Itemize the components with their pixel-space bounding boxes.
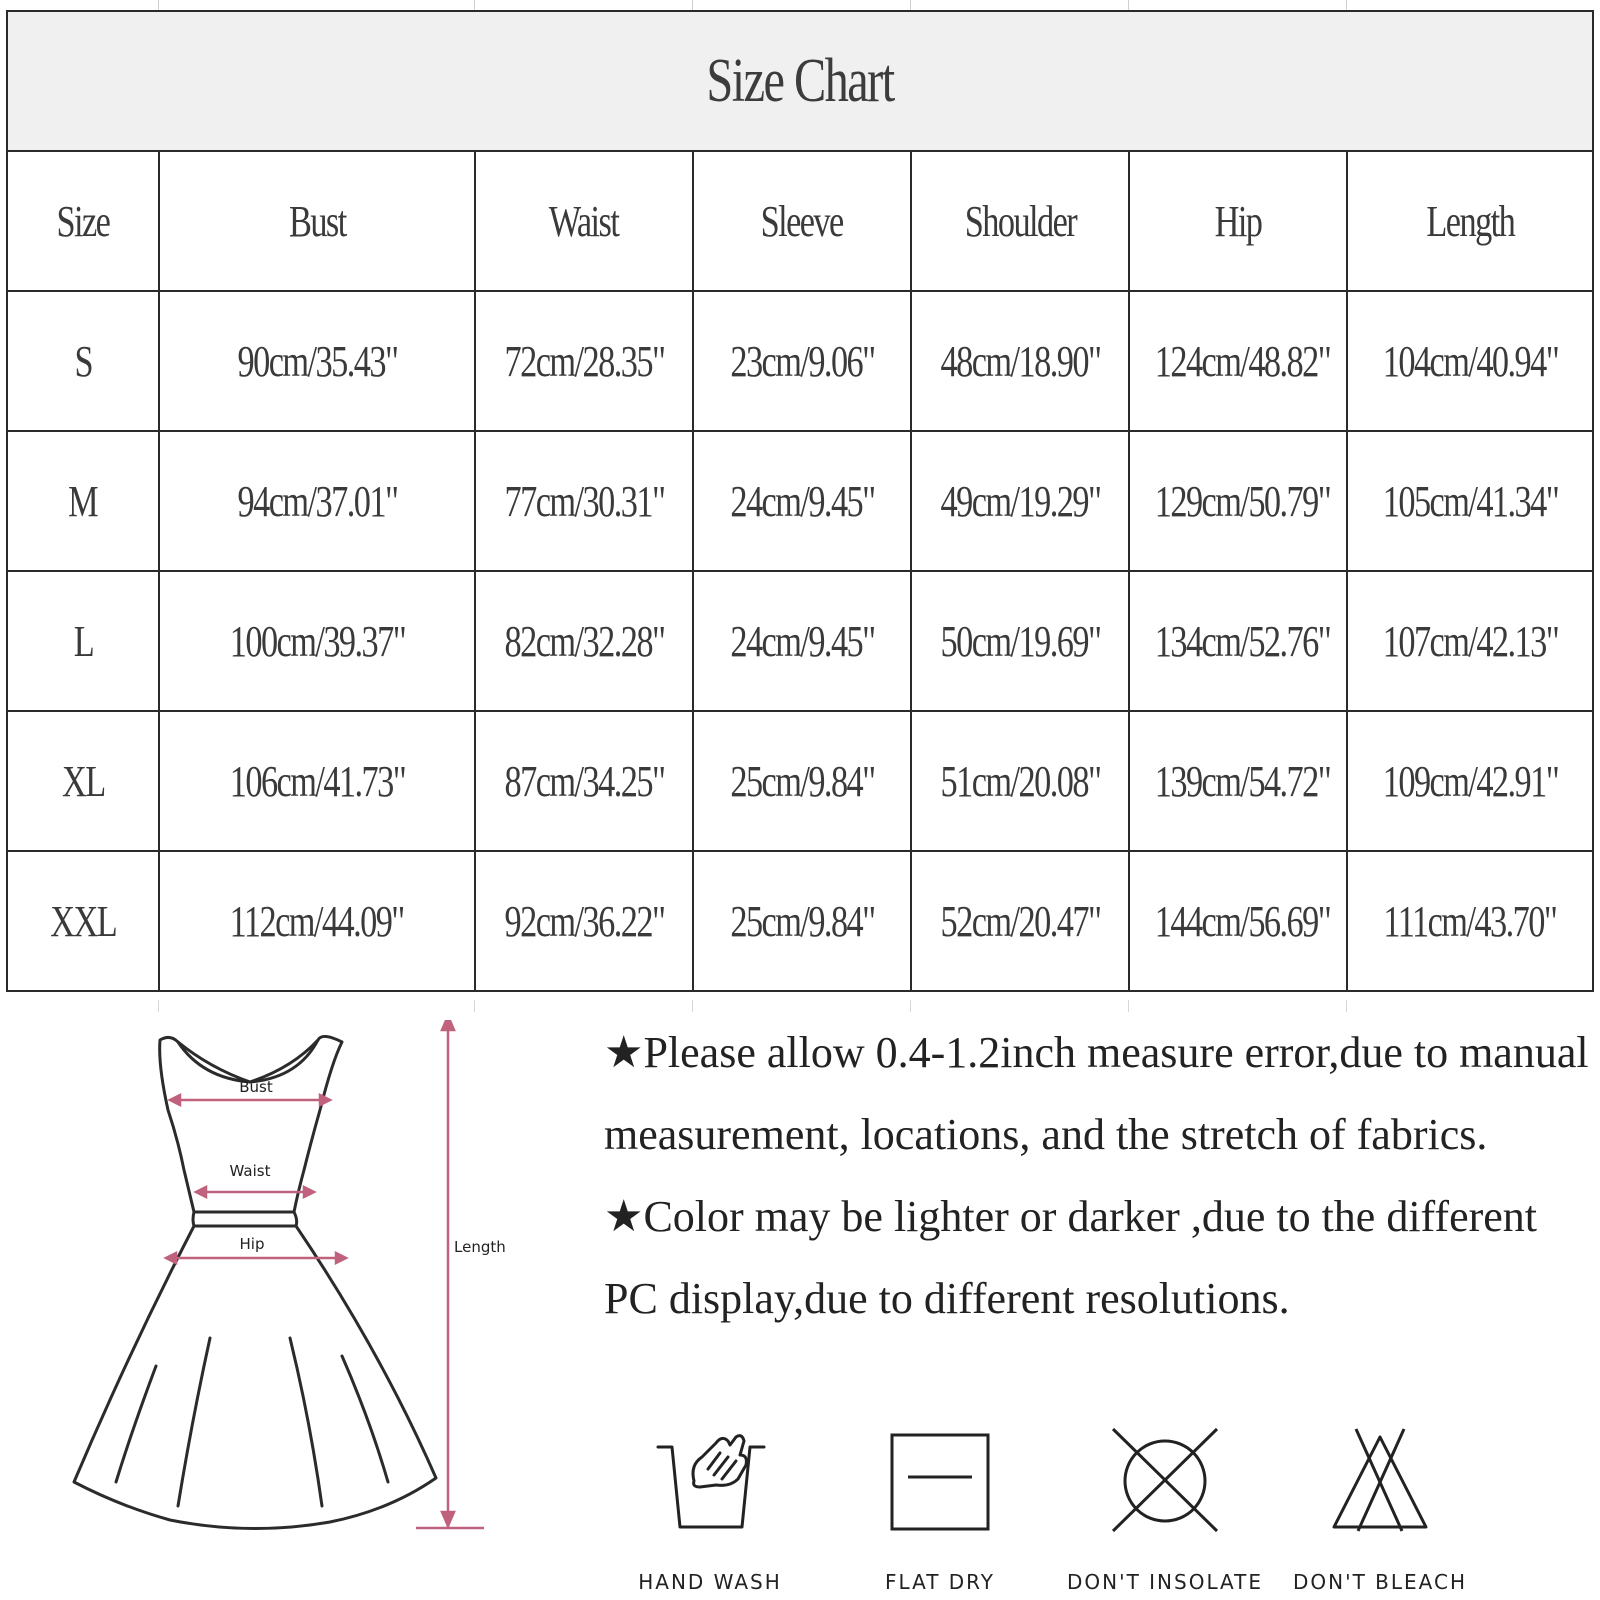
measurement-cell: 48cm/18.90" bbox=[911, 291, 1129, 431]
skirt-fold-midright bbox=[290, 1338, 322, 1506]
measurement-cell: 94cm/37.01" bbox=[159, 431, 475, 571]
header-cell: Sleeve bbox=[693, 151, 911, 291]
measurement-cell: 105cm/41.34" bbox=[1347, 431, 1593, 571]
measurement-cell: 23cm/9.06" bbox=[693, 291, 911, 431]
measurement-cell: 139cm/54.72" bbox=[1129, 711, 1347, 851]
size-row bbox=[7, 851, 1593, 991]
hip-label: Hip bbox=[239, 1235, 265, 1253]
waist-label: Waist bbox=[229, 1162, 271, 1180]
notes-block bbox=[604, 1012, 1594, 1340]
measurement-cell: 50cm/19.69" bbox=[911, 571, 1129, 711]
title-row bbox=[7, 11, 1593, 151]
header-row bbox=[7, 151, 1593, 291]
care-dont-bleach bbox=[1290, 1425, 1470, 1595]
size-label-cell: S bbox=[7, 291, 159, 431]
measurement-cell: 124cm/48.82" bbox=[1129, 291, 1347, 431]
measurement-cell: 111cm/43.70" bbox=[1347, 851, 1593, 991]
measurement-cell: 49cm/19.29" bbox=[911, 431, 1129, 571]
care-dont-insolate bbox=[1066, 1425, 1264, 1595]
measurement-cell: 112cm/44.09" bbox=[159, 851, 475, 991]
top-tick-marks bbox=[6, 0, 1592, 10]
size-row bbox=[7, 711, 1593, 851]
size-row bbox=[7, 571, 1593, 711]
dress-bodice-outline bbox=[160, 1036, 342, 1212]
measurement-cell: 82cm/32.28" bbox=[475, 571, 693, 711]
size-chart-table bbox=[6, 10, 1594, 992]
measurement-cell: 51cm/20.08" bbox=[911, 711, 1129, 851]
measurement-cell: 106cm/41.73" bbox=[159, 711, 475, 851]
flat-dry-icon bbox=[880, 1425, 1000, 1535]
header-cell: Bust bbox=[159, 151, 475, 291]
bust-label: Bust bbox=[239, 1078, 273, 1096]
header-cell: Shoulder bbox=[911, 151, 1129, 291]
dress-skirt-outline bbox=[74, 1226, 436, 1529]
dont-insolate-icon bbox=[1105, 1425, 1225, 1535]
measurement-cell: 109cm/42.91" bbox=[1347, 711, 1593, 851]
skirt-fold-midleft bbox=[178, 1338, 210, 1506]
size-row bbox=[7, 291, 1593, 431]
care-label-hand-wash: HAND WASH bbox=[638, 1570, 782, 1594]
measurement-cell: 24cm/9.45" bbox=[693, 431, 911, 571]
dont-bleach-icon bbox=[1320, 1425, 1440, 1535]
measurement-cell: 129cm/50.79" bbox=[1129, 431, 1347, 571]
measurement-cell: 72cm/28.35" bbox=[475, 291, 693, 431]
measurement-cell: 144cm/56.69" bbox=[1129, 851, 1347, 991]
measurement-cell: 77cm/30.31" bbox=[475, 431, 693, 571]
care-label-dont-insolate: DON'T INSOLATE bbox=[1066, 1570, 1264, 1594]
hand-wash-icon bbox=[650, 1425, 770, 1535]
measurement-cell: 104cm/40.94" bbox=[1347, 291, 1593, 431]
mid-tick-marks bbox=[6, 1000, 1592, 1012]
measurement-cell: 24cm/9.45" bbox=[693, 571, 911, 711]
skirt-fold-right bbox=[342, 1356, 388, 1482]
skirt-fold-left bbox=[116, 1366, 156, 1482]
measurement-cell: 90cm/35.43" bbox=[159, 291, 475, 431]
size-label-cell: XL bbox=[7, 711, 159, 851]
measurement-cell: 92cm/36.22" bbox=[475, 851, 693, 991]
size-chart-title: Size Chart bbox=[7, 11, 1593, 151]
measurement-cell: 52cm/20.47" bbox=[911, 851, 1129, 991]
measurement-cell: 25cm/9.84" bbox=[693, 711, 911, 851]
size-label-cell: M bbox=[7, 431, 159, 571]
care-hand-wash bbox=[620, 1425, 800, 1595]
length-label: Length bbox=[454, 1238, 506, 1256]
header-cell: Hip bbox=[1129, 151, 1347, 291]
care-label-flat-dry: FLAT DRY bbox=[884, 1570, 996, 1594]
care-label-dont-bleach: DON'T BLEACH bbox=[1292, 1570, 1467, 1594]
dress-measurement-diagram bbox=[60, 1020, 530, 1590]
size-label-cell: XXL bbox=[7, 851, 159, 991]
care-flat-dry bbox=[850, 1425, 1030, 1595]
measurement-cell: 134cm/52.76" bbox=[1129, 571, 1347, 711]
dress-neckline bbox=[178, 1040, 318, 1082]
note-color-variance: ★Color may be lighter or darker ,due to the different PC display,due to different resolutions. bbox=[604, 1192, 1538, 1323]
measurement-cell: 100cm/39.37" bbox=[159, 571, 475, 711]
note-measure-error: ★Please allow 0.4-1.2inch measure error,due to manual measurement, locations, and the stretch of fabrics. bbox=[604, 1028, 1589, 1159]
header-cell: Length bbox=[1347, 151, 1593, 291]
measurement-cell: 25cm/9.84" bbox=[693, 851, 911, 991]
measurement-cell: 87cm/34.25" bbox=[475, 711, 693, 851]
size-label-cell: L bbox=[7, 571, 159, 711]
header-cell: Size bbox=[7, 151, 159, 291]
dress-waistband bbox=[193, 1212, 297, 1226]
header-cell: Waist bbox=[475, 151, 693, 291]
measurement-cell: 107cm/42.13" bbox=[1347, 571, 1593, 711]
size-row bbox=[7, 431, 1593, 571]
